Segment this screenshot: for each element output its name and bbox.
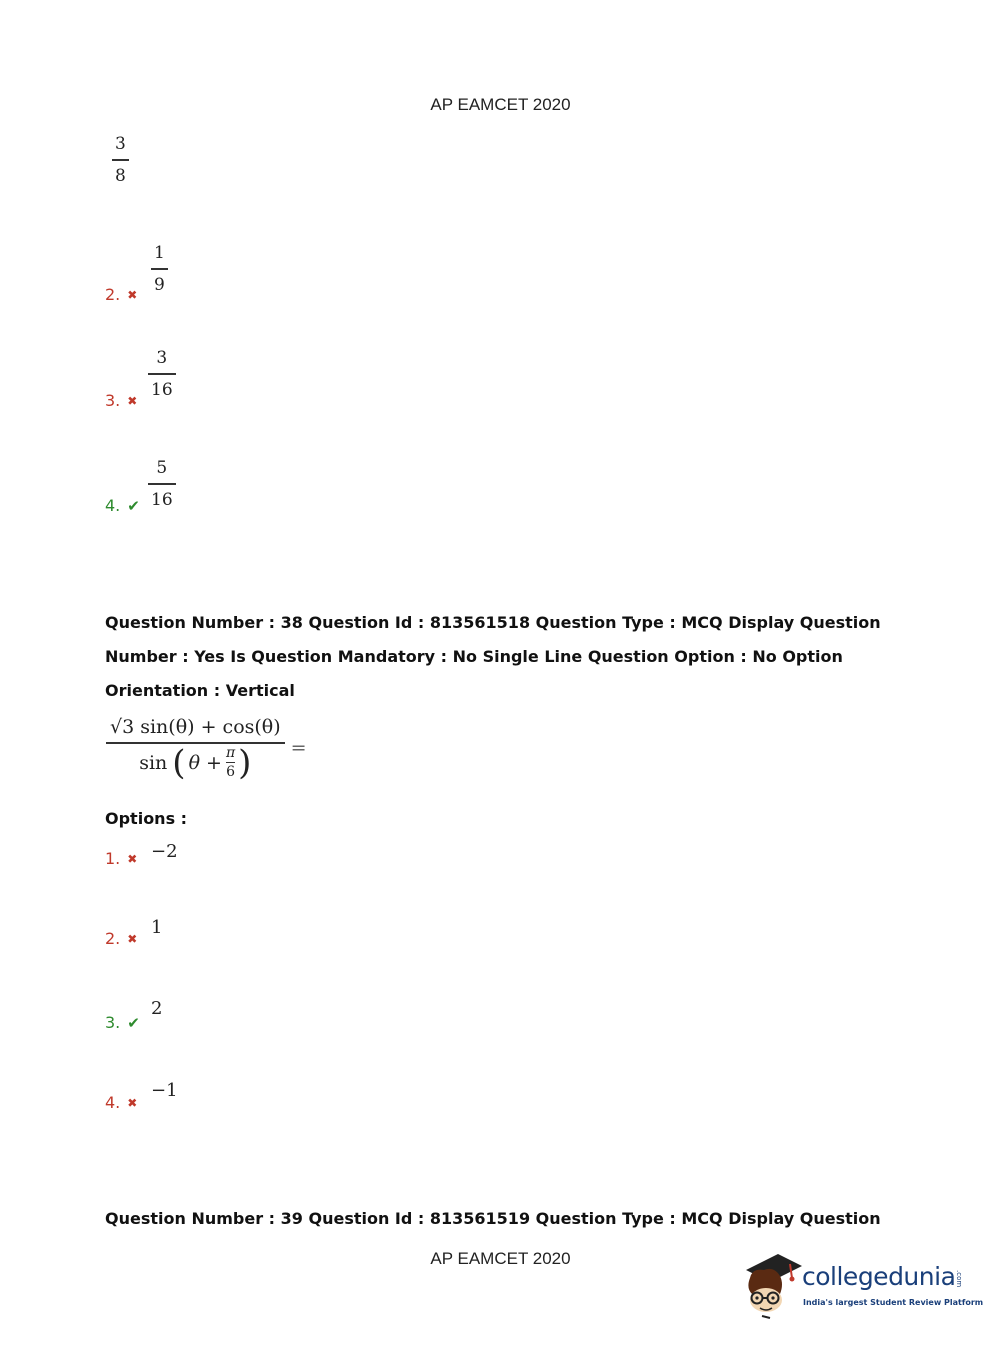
options-heading: Options :: [105, 809, 188, 828]
formula-numerator: √3 sin(θ) + cos(θ): [110, 716, 281, 738]
option-label: 2.: [105, 929, 121, 948]
question-39-meta: [105, 1202, 895, 1236]
q38-option-3-value: 2: [151, 998, 163, 1019]
q38-option-4[interactable]: [105, 1093, 137, 1112]
right-paren: ): [238, 742, 252, 783]
check-icon: ✔: [127, 496, 140, 515]
question-38-meta: [105, 606, 895, 708]
logo-brand: collegedunia: [802, 1262, 956, 1291]
option-label: 3.: [105, 391, 121, 410]
option-label: 4.: [105, 1093, 121, 1112]
option-label: 3.: [105, 1013, 121, 1032]
fraction-denominator: 8: [115, 165, 126, 186]
prev-option-3-fraction: [148, 350, 176, 399]
q38-option-1[interactable]: [105, 849, 137, 868]
q38-option-4-value: −1: [151, 1080, 178, 1101]
meta-line: Question Number : 39 Question Id : 813561519 Question Type : MCQ Display Question: [105, 1209, 881, 1228]
cross-icon: ✖: [127, 1095, 138, 1110]
fraction-numerator: 5: [156, 458, 168, 478]
check-icon: ✔: [127, 1013, 140, 1032]
meta-line: Number : Yes Is Question Mandatory : No Single Line Question Option : No Option: [105, 647, 843, 666]
prev-option-4-fraction: [148, 460, 176, 509]
prev-option-3[interactable]: [105, 391, 137, 410]
option-label: 2.: [105, 285, 121, 304]
cross-icon: ✖: [127, 931, 138, 946]
logo-tagline: India's largest Student Review Platform: [803, 1298, 984, 1307]
question-38-formula: [106, 716, 307, 783]
left-paren: (: [172, 742, 186, 783]
fraction-numerator: 3: [156, 348, 168, 368]
fraction-denominator: 16: [151, 379, 173, 400]
fraction-denominator: 9: [154, 274, 165, 295]
pi-numerator: π: [225, 745, 236, 761]
collegedunia-logo: [740, 1248, 984, 1320]
equals-sign: =: [290, 736, 307, 759]
q38-option-2[interactable]: [105, 929, 137, 948]
page-header: AP EAMCET 2020: [430, 95, 571, 114]
q38-option-1-value: −2: [151, 841, 178, 862]
page-footer: AP EAMCET 2020: [430, 1249, 571, 1268]
logo-suffix: .com: [955, 1270, 963, 1288]
fraction-numerator: 1: [154, 243, 165, 263]
fraction-denominator: 16: [151, 489, 173, 510]
prev-option-2[interactable]: [105, 285, 137, 304]
mascot-icon: [740, 1248, 804, 1320]
cross-icon: ✖: [127, 851, 138, 866]
cross-icon: ✖: [127, 287, 138, 302]
sin-text: sin: [139, 751, 168, 774]
option-label: 1.: [105, 849, 121, 868]
q38-option-2-value: 1: [151, 917, 163, 938]
pi-over-6: [226, 746, 235, 779]
formula-denominator: [139, 742, 252, 783]
fraction-numerator: 3: [115, 134, 126, 154]
cross-icon: ✖: [127, 393, 138, 408]
option-1-fraction: [112, 136, 129, 185]
meta-line: Orientation : Vertical: [105, 681, 295, 700]
prev-option-4[interactable]: [105, 496, 140, 515]
option-label: 4.: [105, 496, 121, 515]
pi-denominator: 6: [226, 764, 236, 780]
theta-plus: θ +: [188, 751, 222, 774]
prev-option-2-fraction: [151, 245, 168, 294]
meta-line: Question Number : 38 Question Id : 813561518 Question Type : MCQ Display Question: [105, 613, 881, 632]
q38-option-3[interactable]: [105, 1013, 140, 1032]
